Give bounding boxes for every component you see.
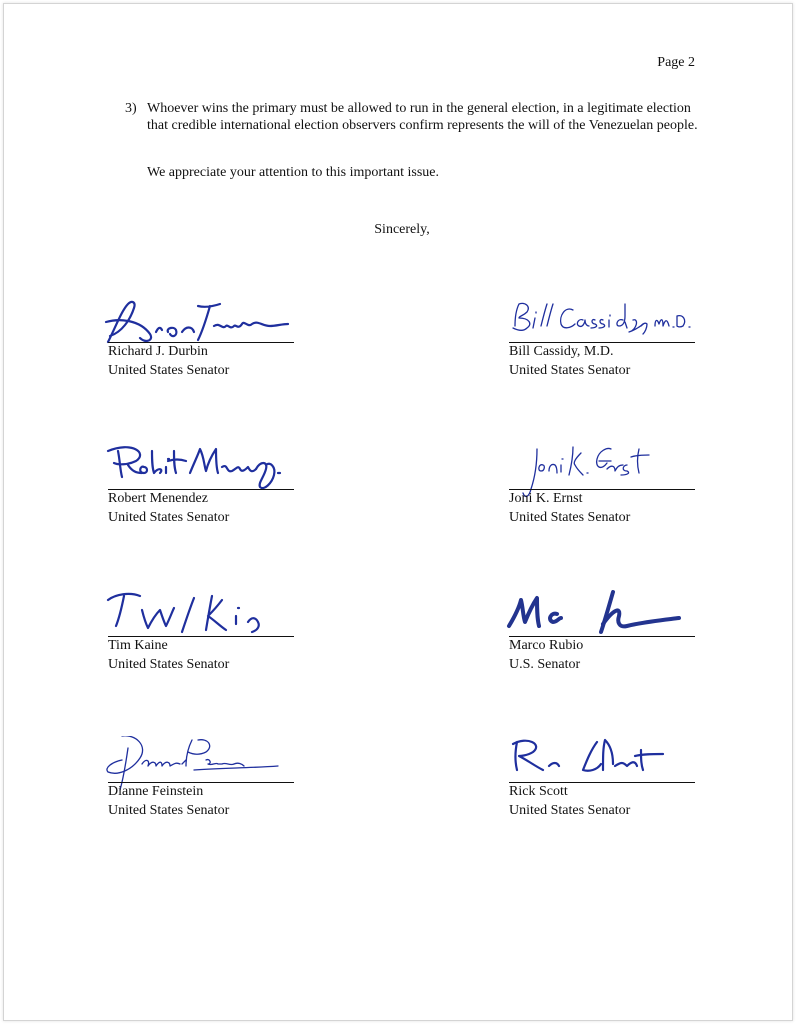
signature-line <box>108 782 294 783</box>
numbered-item-3 <box>125 100 705 134</box>
signer-title: U.S. Senator <box>509 657 581 672</box>
signature-line <box>509 636 695 637</box>
page-number: Page 2 <box>657 55 695 70</box>
signature-line <box>509 489 695 490</box>
signer-name: Joni K. Ernst <box>509 491 583 506</box>
signer-name: Richard J. Durbin <box>108 344 208 359</box>
signer-title: United States Senator <box>108 363 230 378</box>
signature-line <box>108 636 294 637</box>
signature-line <box>108 342 294 343</box>
signer-title: United States Senator <box>509 803 631 818</box>
signer-title: United States Senator <box>108 510 230 525</box>
signer-title: United States Senator <box>509 510 631 525</box>
signer-title: United States Senator <box>108 803 230 818</box>
signer-name: Tim Kaine <box>108 638 168 653</box>
signer-name: Rick Scott <box>509 784 568 799</box>
document-page <box>3 3 793 1021</box>
appreciation-sentence: We appreciate your attention to this important issue. <box>147 165 440 180</box>
item-number: 3) <box>125 101 137 116</box>
signer-name: Robert Menendez <box>108 491 208 506</box>
signature-line <box>509 782 695 783</box>
signer-name: Marco Rubio <box>509 638 584 653</box>
signer-title: United States Senator <box>509 363 631 378</box>
signer-name: Dianne Feinstein <box>108 784 204 799</box>
signature-line <box>108 489 294 490</box>
signer-title: United States Senator <box>108 657 230 672</box>
signer-name: Bill Cassidy, M.D. <box>509 344 614 359</box>
item-text: Whoever wins the primary must be allowed to run in the general election, in a legitimate election that credible international election observers confirm represents the will of the Venezuelan people. <box>147 101 698 133</box>
signature-line <box>509 342 695 343</box>
closing-salutation: Sincerely, <box>374 222 430 237</box>
